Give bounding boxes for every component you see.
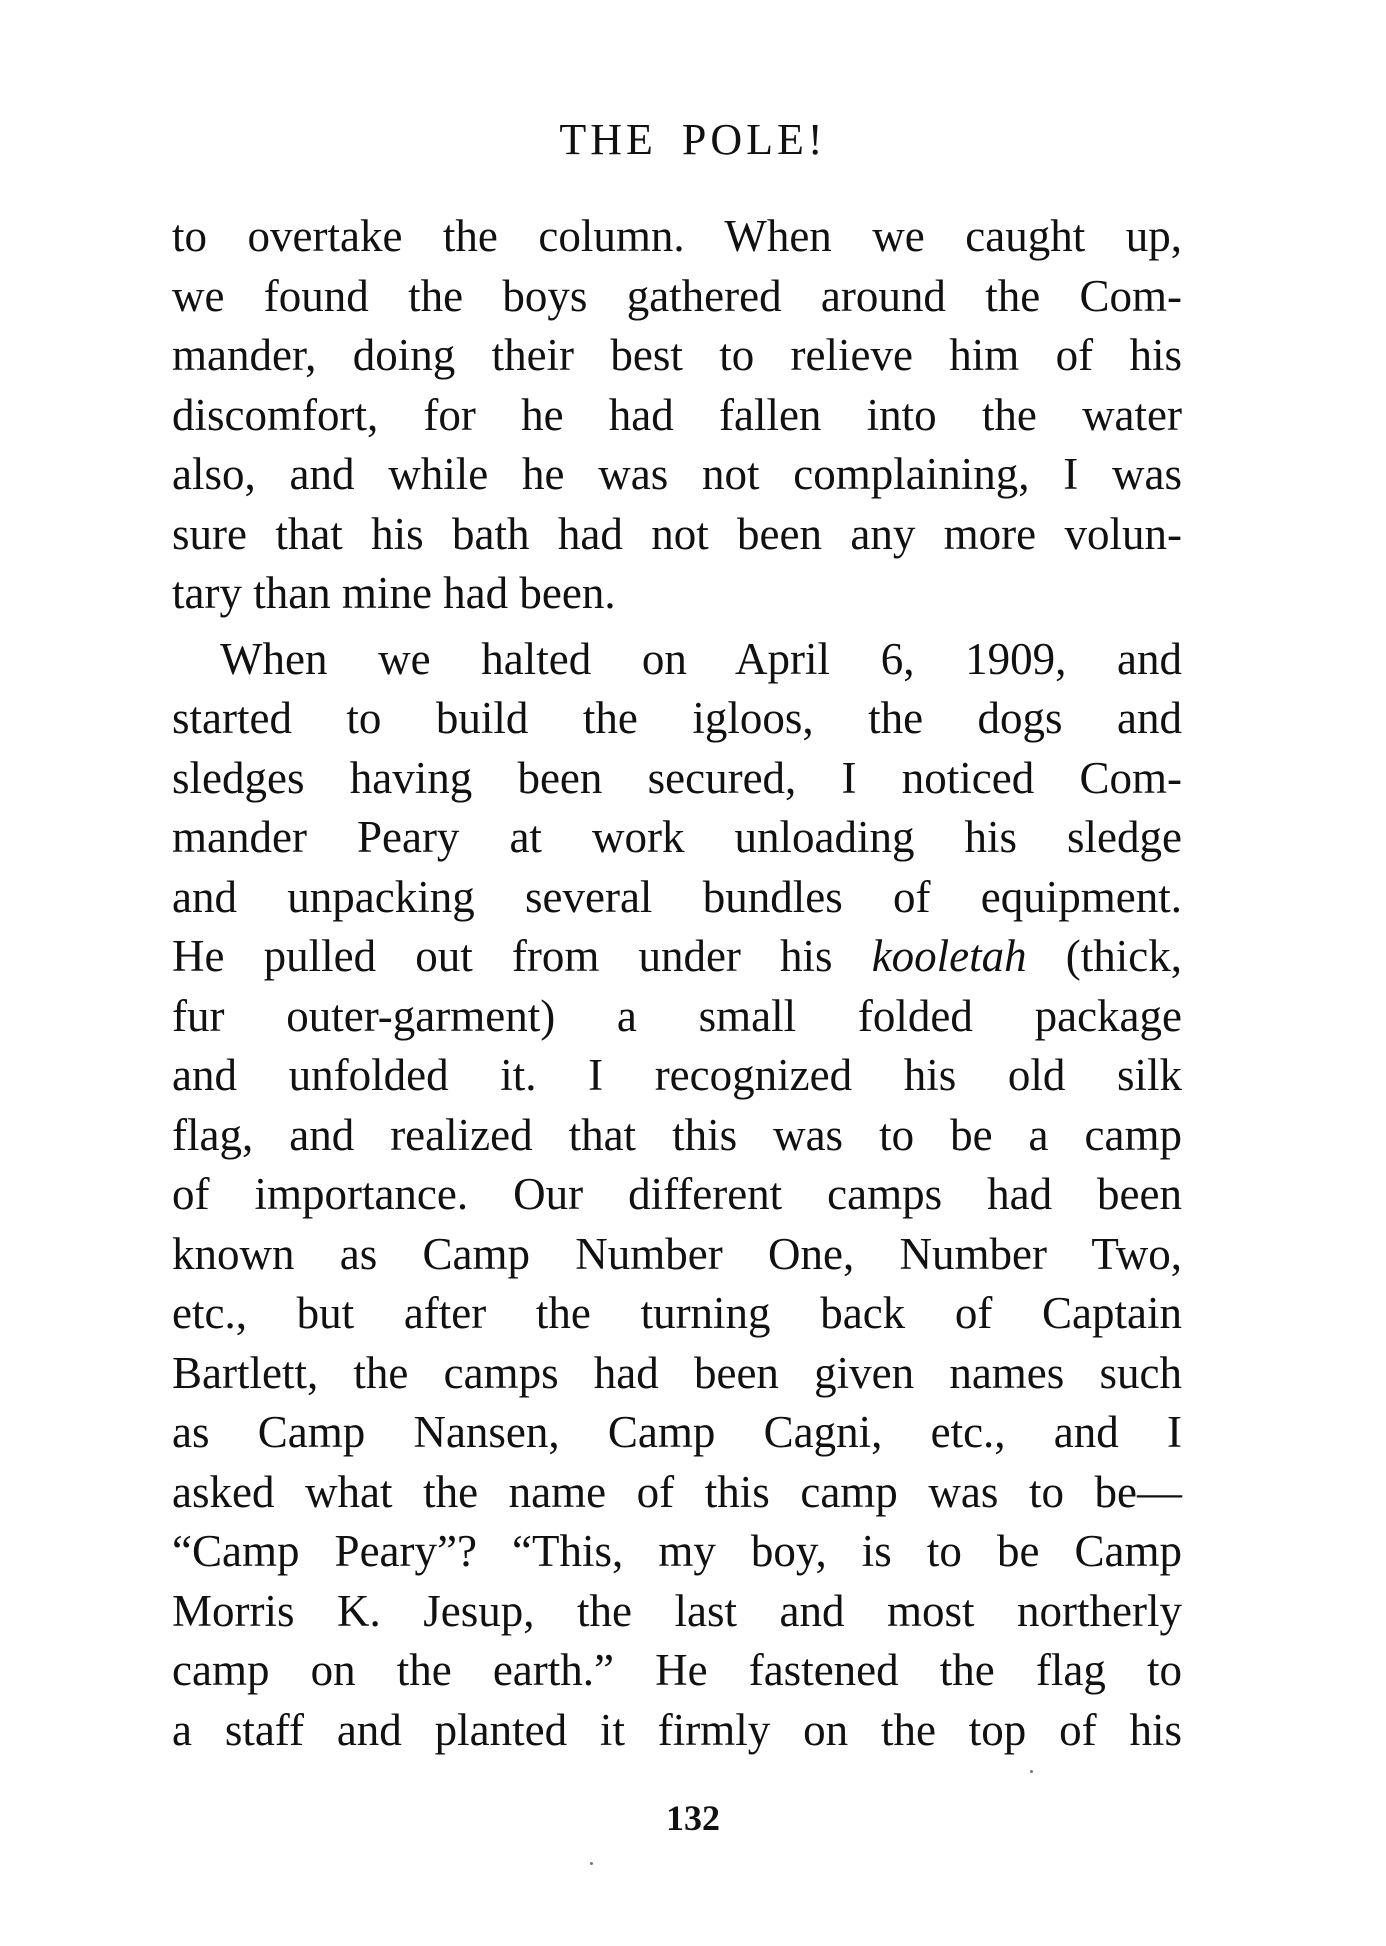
- text-line: also, and while he was not complaining, I was: [172, 449, 1182, 499]
- page-number: 132: [666, 1798, 720, 1838]
- text-line: we found the boys gathered around the Com-: [172, 270, 1182, 321]
- text-line: flag, and realized that this was to be a camp: [172, 1109, 1182, 1160]
- text-line: etc., but after the turning back of Captain: [172, 1288, 1182, 1338]
- text-line: to overtake the column. When we caught up,: [172, 211, 1182, 261]
- text-line: fur outer-garment) a small folded package: [172, 990, 1182, 1041]
- paragraph: [172, 207, 1182, 624]
- text-line: mander Peary at work unloading his sledge: [172, 812, 1182, 862]
- text-line: mander, doing their best to relieve him of his: [172, 330, 1182, 380]
- text-line: sledges having been secured, I noticed Com-: [172, 752, 1182, 803]
- text-line: Bartlett, the camps had been given names such: [172, 1347, 1182, 1398]
- text-line: started to build the igloos, the dogs and: [172, 693, 1182, 743]
- ink-speck: [1030, 1770, 1033, 1773]
- text-line: asked what the name of this camp was to be—: [172, 1466, 1182, 1517]
- text-line: He pulled out from under his kooletah (thick,: [172, 931, 1183, 981]
- running-head: THE POLE!: [559, 115, 827, 164]
- text-line: and unfolded it. I recognized his old silk: [172, 1050, 1182, 1100]
- text-line: of importance. Our different camps had been: [172, 1169, 1182, 1219]
- paragraph: [172, 630, 1182, 1761]
- text-line: as Camp Nansen, Camp Cagni, etc., and I: [172, 1407, 1182, 1457]
- text-line: “Camp Peary”? “This, my boy, is to be Camp: [172, 1526, 1182, 1576]
- text-line: discomfort, for he had fallen into the water: [172, 389, 1182, 440]
- ink-speck: [590, 1862, 593, 1865]
- text-line: tary than mine had been.: [172, 568, 616, 618]
- text-line: known as Camp Number One, Number Two,: [172, 1228, 1182, 1279]
- text-line: Morris K. Jesup, the last and most northerly: [172, 1585, 1182, 1636]
- text-line: a staff and planted it firmly on the top of his: [172, 1704, 1182, 1755]
- text-line: When we halted on April 6, 1909, and: [220, 633, 1182, 684]
- text-line: sure that his bath had not been any more volun-: [172, 508, 1182, 559]
- italic-term: kooletah: [871, 931, 1027, 981]
- body-text: [172, 207, 1182, 1760]
- text-line: camp on the earth.” He fastened the flag to: [172, 1645, 1182, 1695]
- text-line: and unpacking several bundles of equipment.: [172, 871, 1182, 922]
